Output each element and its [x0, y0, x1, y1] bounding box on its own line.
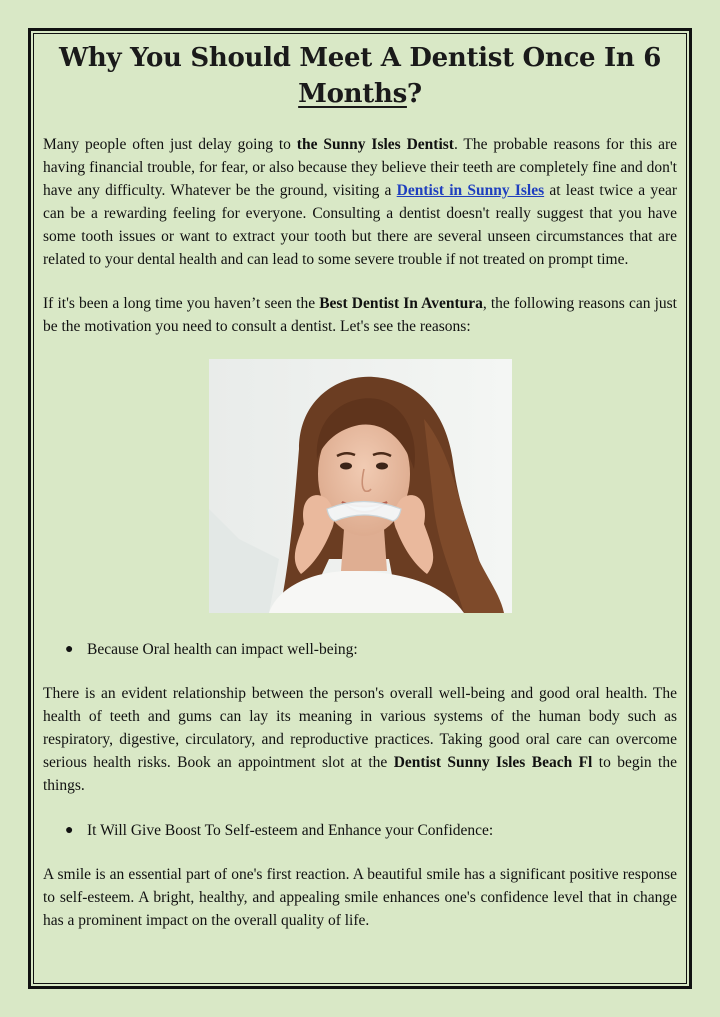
- bullet-oral-health: [65, 638, 677, 661]
- bullet-dot: ●: [65, 642, 74, 657]
- title-line1: Why You Should Meet A Dentist Once In 6: [58, 43, 662, 73]
- reasons-text-1: If it's been a long time you haven’t seen the: [43, 295, 320, 312]
- intro-text-3: at least twice a year can be a rewarding feeling for everyone. Consulting a dentist doesn't really suggest that you have some tooth issues or want to extract your tooth but there are several unseen circumstances that are related to your dental health and can lead to some severe trouble if not treated on prompt time.: [43, 182, 677, 268]
- photo-container: [43, 359, 677, 613]
- intro-paragraph: [43, 133, 677, 271]
- woman-holding-aligner-photo: [209, 359, 512, 613]
- oral-health-paragraph: [43, 682, 677, 797]
- reasons-bold-best-dentist: Best Dentist In Aventura: [319, 295, 483, 312]
- reasons-intro-paragraph: [43, 292, 677, 338]
- title-underlined-word: Months: [298, 79, 407, 109]
- bullet-self-esteem-text: It Will Give Boost To Self-esteem and Enhance your Confidence:: [87, 822, 494, 839]
- bullet-dot: ●: [65, 823, 74, 838]
- dentist-in-sunny-isles-link[interactable]: Dentist in Sunny Isles: [396, 182, 545, 199]
- oral-health-text-2: to begin the things.: [43, 754, 677, 794]
- page-title: [43, 40, 677, 112]
- oral-health-bold-dentist-sunny-isles: Dentist Sunny Isles Beach Fl: [393, 754, 593, 771]
- document-content: [43, 40, 677, 932]
- bullet-oral-health-text: Because Oral health can impact well-being:: [87, 641, 358, 658]
- reasons-text-2: , the following reasons can just be the motivation you need to consult a dentist. Let's see the reasons:: [43, 295, 677, 335]
- intro-text-1: Many people often just delay going to: [43, 136, 297, 153]
- smile-paragraph: A smile is an essential part of one's first reaction. A beautiful smile has a significant positive response to self-esteem. A bright, healthy, and appealing smile enhances one's confidence level that in change has a prominent impact on the overall quality of life.: [43, 866, 677, 929]
- oral-health-text-1: There is an evident relationship between the person's overall well-being and good oral health. The health of teeth and gums can lay its meaning in various systems of the human body such as respiratory, digestive, circulatory, and reproductive practices. Taking good oral care can overcome serious health risks. Book an appointment slot at the: [43, 685, 677, 771]
- title-question-mark: ?: [406, 79, 422, 109]
- intro-bold-sunny-isles-dentist: the Sunny Isles Dentist: [296, 136, 454, 153]
- bullet-self-esteem: [65, 819, 677, 842]
- intro-text-2: . The probable reasons for this are having financial trouble, for fear, or also because they believe their teeth are completely fine and don't have any difficulty. Whatever be the ground, visiting a: [43, 136, 678, 199]
